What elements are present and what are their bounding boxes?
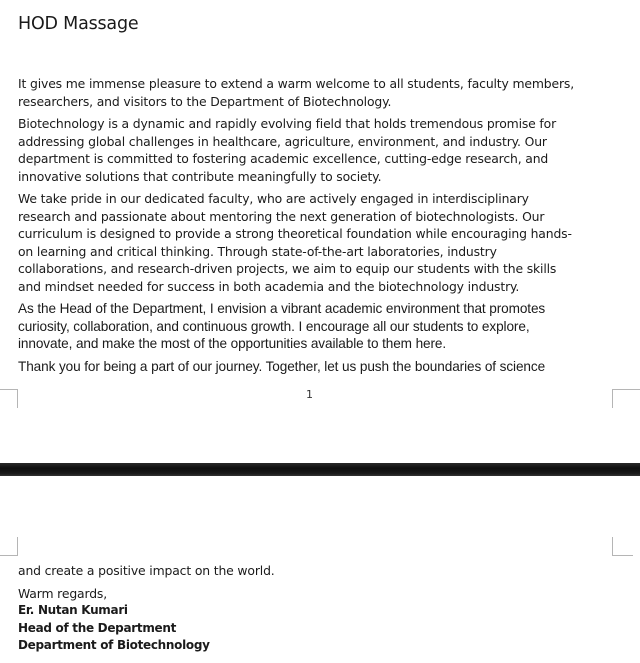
text-line: addressing global challenges in healthcare, agriculture, environment, and industry. Our — [18, 133, 547, 149]
text-line: researchers, and visitors to the Department of Biotechnology. — [18, 93, 392, 109]
page-title: HOD Massage — [18, 14, 139, 34]
text-line: on learning and critical thinking. Through state-of-the-art laboratories, industry — [18, 243, 497, 259]
text-line: We take pride in our dedicated faculty, who are actively engaged in interdisciplinary — [18, 191, 529, 206]
text-line: innovate, and make the most of the opportunities available to them here. — [18, 336, 447, 351]
crop-mark-top-left — [0, 389, 18, 408]
text-line: It gives me immense pleasure to extend a warm welcome to all students, faculty members, — [18, 76, 575, 91]
document-body — [18, 75, 618, 380]
paragraph-biotech — [18, 115, 618, 185]
text-line: Biotechnology is a dynamic and rapidly evolving field that holds tremendous promise for — [18, 116, 557, 131]
text-line: curiosity, collaboration, and continuous growth. I encourage all our students to explore, — [18, 318, 530, 334]
text-line: and create a positive impact on the world. — [18, 563, 275, 578]
page-number: 1 — [306, 388, 313, 401]
closing-text: Warm regards, — [18, 585, 108, 601]
paragraph-faculty — [18, 190, 618, 295]
paragraph-continuation — [18, 562, 618, 580]
text-line: department is committed to fostering academic excellence, cutting-edge research, and — [18, 151, 549, 166]
paragraph-welcome — [18, 75, 618, 110]
text-line: research and passionate about mentoring the next generation of biotechnologists. Our — [18, 208, 545, 224]
signatory-name: Er. Nutan Kumari — [18, 603, 128, 617]
text-line: Thank you for being a part of our journey. Together, let us push the boundaries of science — [18, 358, 546, 374]
text-line: curriculum is designed to provide a strong theoretical foundation while encouraging hands- — [18, 226, 572, 241]
page-separator — [0, 463, 640, 476]
text-line: and mindset needed for success in both academia and the biotechnology industry. — [18, 278, 520, 294]
paragraph-vision — [18, 300, 618, 353]
page-2-body — [18, 562, 618, 655]
crop-mark-bottom-right — [612, 537, 633, 556]
text-line: innovative solutions that contribute meaningfully to society. — [18, 168, 382, 184]
signatory-role: Head of the Department — [18, 620, 177, 635]
text-line: As the Head of the Department, I envision a vibrant academic environment that promotes — [18, 301, 546, 316]
crop-mark-top-right — [612, 389, 640, 408]
signatory-department: Department of Biotechnology — [18, 638, 210, 652]
crop-mark-bottom-left — [0, 537, 18, 556]
text-line: collaborations, and research-driven projects, we aim to equip our students with the skills — [18, 261, 557, 276]
paragraph-thanks — [18, 358, 618, 376]
